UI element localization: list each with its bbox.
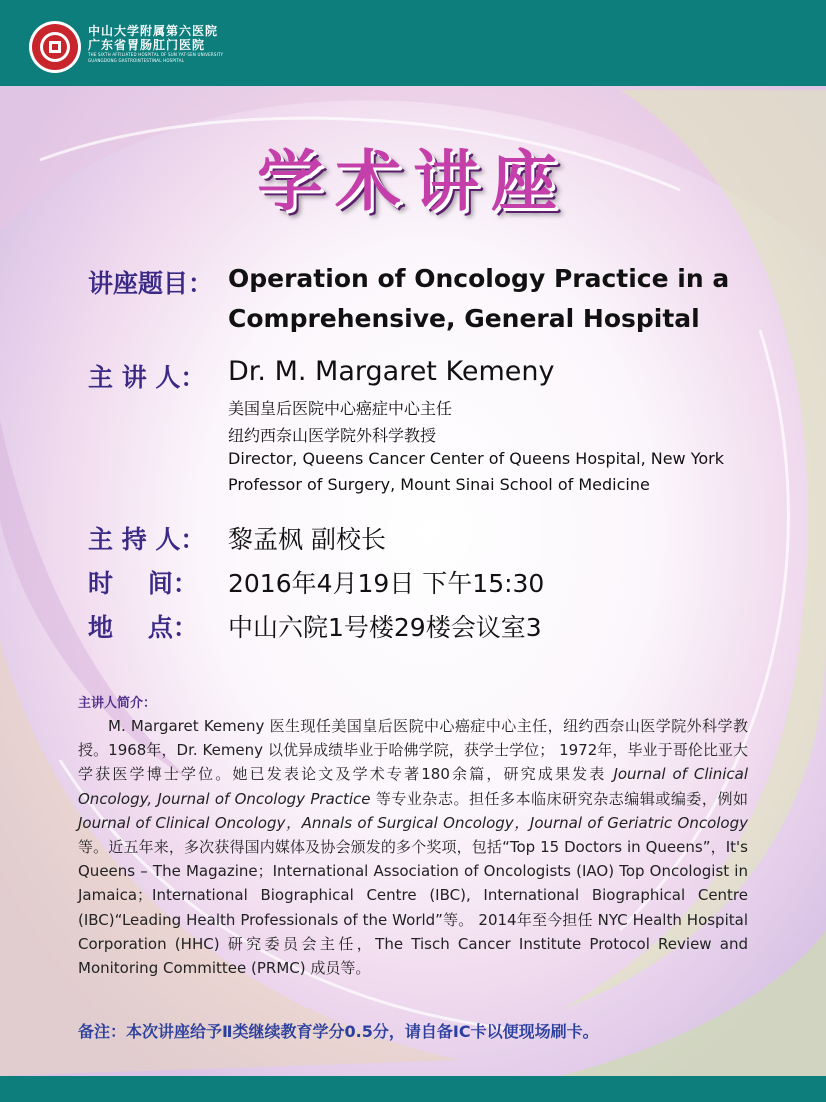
topic-line1: Operation of Oncology Practice in a [228, 264, 730, 293]
lecture-place: 中山六院1号楼29楼会议室3 [228, 613, 542, 642]
speaker-title-1: 美国皇后医院中心癌症中心主任 [228, 399, 453, 418]
hospital-name-en-line1: THE SIXTH AFFILIATED HOSPITAL OF SUN YAT-SEN UNIVERSITY [88, 52, 224, 57]
lecture-time: 2016年4月19日 下午15:30 [228, 569, 545, 598]
bio-text-part3: 等。近五年来，多次获得国内媒体及协会颁发的多个奖项，包括“Top 15 Doctors in Queens”，It's Queens – The Magazine；International Association of Oncologists (IAO) Top Oncologist in Jamaica；International Biographical Centre (IBC), International Biographical Centre (IBC)“Leading Health Professionals of the World”等。 2014年至今担任 NYC Health Hospital Corporation (HHC) 研究委员会主任，The Tisch Cancer Institute Protocol Review and Monitoring Committee (PRMC) 成员等。 [78, 838, 748, 978]
speaker-name: Dr. M. Margaret Kemeny [228, 356, 555, 387]
speaker-title-4: Professor of Surgery, Mount Sinai School of Medicine [228, 475, 650, 494]
page-title: 学术讲座 [257, 143, 569, 220]
bio-text-part1: M. Margaret Kemeny 医生现任美国皇后医院中心癌症中心主任，纽约西奈山医学院外科学教授。1968年，Dr. Kemeny 以优异成绩毕业于哈佛学院，获学士学位； 1972年，毕业于哥伦比亚大学获医学博士学位。她已发表论文及学术专著180余篇，研究成果发表 [78, 717, 748, 784]
note: 备注：本次讲座给予Ⅱ类继续教育学分0.5分，请自备IC卡以便现场刷卡。 [78, 1022, 599, 1041]
hospital-name [88, 24, 223, 64]
speaker-label: 主 讲 人： [88, 363, 206, 392]
bio-journals-2: Journal of Clinical Oncology，Annals of Surgical Oncology，Journal of Geriatric Oncology [78, 813, 748, 832]
host-label: 主 持 人： [88, 525, 206, 554]
bio-text-part2: 等专业杂志。担任多本临床研究杂志编辑或编委，例如 [370, 789, 748, 808]
hospital-name-line2: 广东省胃肠肛门医院 [88, 38, 206, 52]
speaker-title-2: 纽约西奈山医学院外科学教授 [228, 426, 437, 445]
footer-bar [0, 1076, 826, 1102]
topic-label: 讲座题目： [88, 269, 214, 298]
bio-text [78, 714, 748, 980]
time-label: 时 间： [88, 569, 198, 598]
speaker-title-3: Director, Queens Cancer Center of Queens Hospital, New York [228, 449, 724, 468]
topic-line2: Comprehensive, General Hospital [228, 304, 700, 333]
host-name: 黎孟枫 副校长 [228, 525, 386, 554]
hospital-name-line1: 中山大学附属第六医院 [88, 24, 219, 38]
bio-journals-1: Journal of Clinical Oncology, Journal of Oncology Practice [78, 765, 748, 808]
hospital-logo-icon [28, 20, 82, 74]
hospital-name-en-line2: GUANGDONG GASTROINTESTINAL HOSPITAL [88, 58, 185, 63]
place-label: 地 点： [88, 613, 198, 642]
bio-heading: 主讲人简介： [78, 696, 157, 711]
